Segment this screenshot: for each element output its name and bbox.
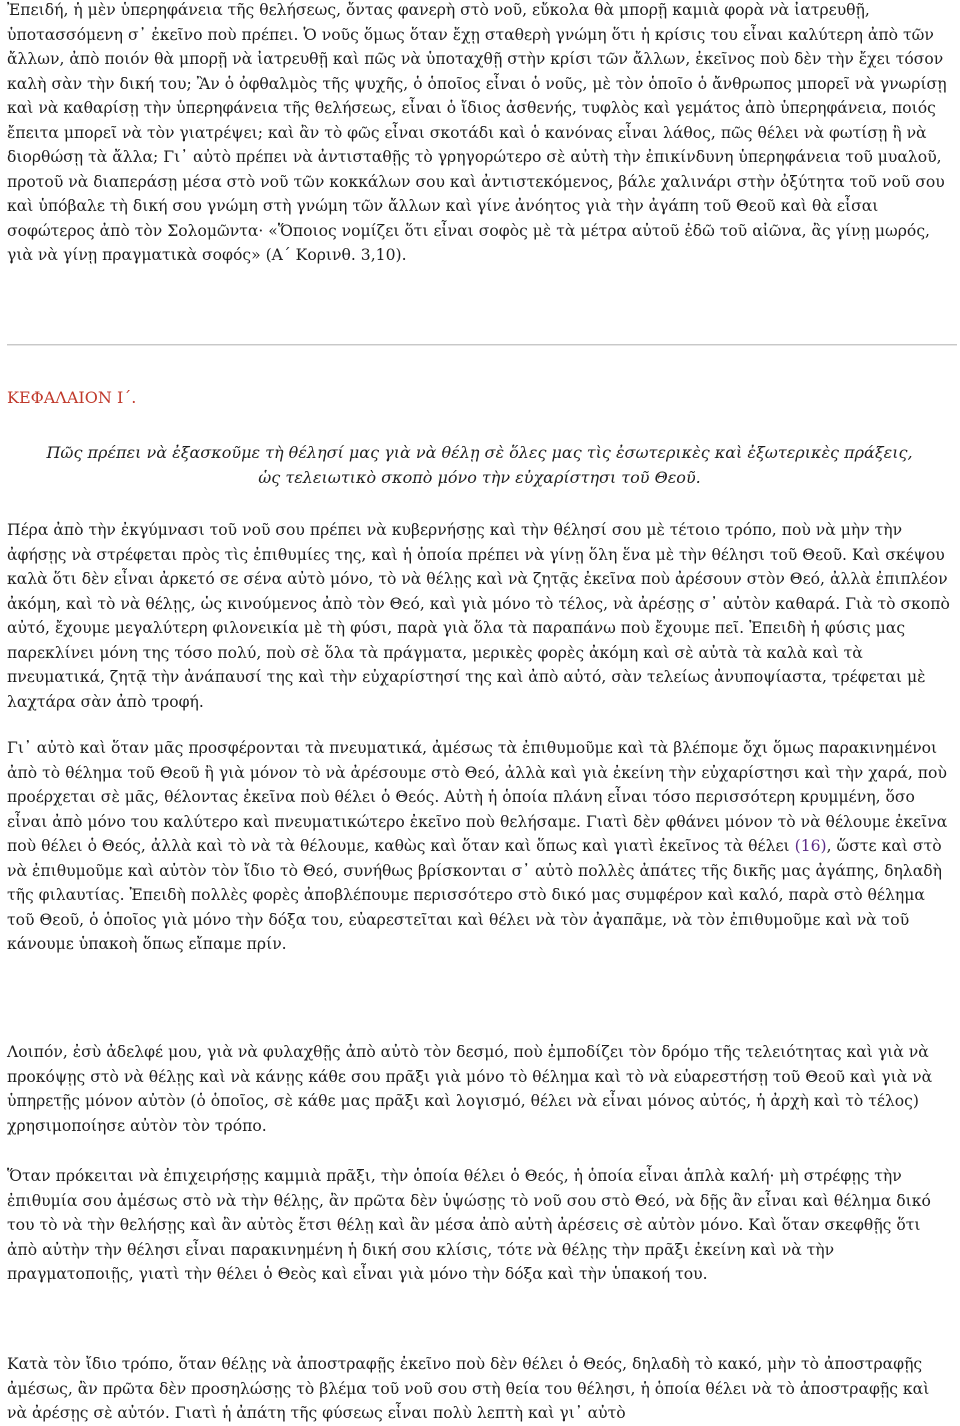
- footnote-link-16[interactable]: (16): [794, 837, 827, 855]
- chapter-subtitle-line-2: ὡς τελειωτικὸ σκοπὸ μόνο τὴν εὐχαρίστησι τοῦ Θεοῦ.: [258, 468, 701, 487]
- chapter-heading: ΚΕΦΑΛΑΙΟΝ Ι΄.: [7, 388, 137, 407]
- intro-paragraph: Ἐπειδή, ἡ μὲν ὑπερηφάνεια τῆς θελήσεως, ὄντας φανερὴ στὸ νοῦ, εὔκολα θὰ μπορῇ καμιὰ φορὰ νὰ ἰατρευθῇ, ὑποτασσόμενη σ᾽ ἐκεῖνο ποὺ πρέπει. Ὁ νοῦς ὅμως ὅταν ἔχῃ σταθερὴ γνώμη ὅτι ἡ κρίσις του εἶναι καλύτερη ἀπὸ τῶν ἄλλων, ἀπὸ ποιόν θὰ μπορῇ νὰ ἰατρευθῇ καὶ πῶς νὰ ὑποταχθῇ στὴν κρίσι τῶν ἄλλων, ἐκεῖνος ποὺ δὲν τὴν ἔχει τόσον καλὴ σὰν τὴν δική του; Ἂν ὁ ὀφθαλμὸς τῆς ψυχῆς, ὁ ὁποῖος εἶναι ὁ νοῦς, μὲ τὸν ὁποῖο ὁ ἄνθρωπος μπορεῖ νὰ γνωρίσῃ καὶ νὰ καθαρίσῃ τὴν ὑπερηφάνεια τῆς θελήσεως, εἶναι ὁ ἴδιος ἀσθενής, τυφλὸς καὶ γεμάτος ἀπὸ ὑπερηφάνεια, ποιός ἔπειτα μπορεῖ νὰ τὸν γιατρέψει; καὶ ἂν τὸ φῶς εἶναι σκοτάδι καὶ ὁ κανόνας εἶναι λάθος, πῶς θέλει νὰ φωτίσῃ ἢ νὰ διορθώσῃ τὰ ἄλλα; Γι᾽ αὐτὸ πρέπει νὰ ἀντισταθῇς τὸ γρηγορώτερο σὲ αὐτὴ τὴν ἐπικίνδυνη ὑπερηφάνεια τοῦ μυαλοῦ, προτοῦ νὰ διαπεράσῃ μέσα στὸ νοῦ τῶν κοκκάλων σου καὶ ἀντιστεκόμενος, βάλε χαλινάρι στὴν ὀξύτητα τοῦ νοῦ σου καὶ ὑπόβαλε τὴ δική σου γνώμη στὴ γνώμη τῶν ἄλλων καὶ γίνε ἀνόητος γιὰ τὴν ἀγάπη τοῦ Θεοῦ καὶ θὰ εἶσαι σοφώτερος ἀπὸ τὸν Σολομῶντα· «Ὅποιος νομίζει ὅτι εἶναι σοφὸς μὲ τὰ μέτρα αὐτοῦ ἐδῶ τοῦ αἰῶνα, ἂς γίνῃ μωρός, γιὰ νὰ γίνῃ πραγματικὰ σοφός» (Α΄ Κορινθ. 3,10).: [7, 1, 947, 264]
- chapter-subtitle: [7, 440, 952, 490]
- chapter-subtitle-line-1: Πῶς πρέπει νὰ ἐξασκοῦμε τὴ θέλησί μας γιὰ νὰ θέλῃ σὲ ὅλες μας τὶς ἐσωτερικὲς καὶ ἐξωτερικὲς πράξεις,: [46, 443, 913, 462]
- paragraph-4: Ὅταν πρόκειται νὰ ἐπιχειρήσῃς καμμιὰ πρᾶξι, τὴν ὁποία θέλει ὁ Θεός, ἡ ὁποία εἶναι ἁπλὰ καλή· μὴ στρέφῃς τὴν ἐπιθυμία σου ἀμέσως στὸ νὰ τὴν θέλῃς, ἂν πρῶτα δὲν ὑψώσῃς τὸ νοῦ σου στὸ Θεό, νὰ δῇς ἂν εἶναι καὶ θέλημα δικό του τὸ νὰ τὴν θελήσῃς καὶ ἂν αὐτὸς ἔτσι θέλῃ καὶ ἂν μέσα ἀπὸ αὐτὴ ἀρέσεις σὲ αὐτὸν μόνο. Καὶ ὅταν σκεφθῇς ὅτι ἀπὸ αὐτὴν τὴν θέλησι εἶναι παρακινημένη ἡ δική σου κλίσις, τότε νὰ θέλῃς τὴν πρᾶξι ἐκείνη καὶ νὰ τὴν πραγματοποιῇς, γιατὶ τὴν θέλει ὁ Θεὸς καὶ εἶναι γιὰ μόνο τὴν δόξα καὶ τὴν ὑπακοή του.: [7, 1167, 931, 1283]
- paragraph-3: Λοιπόν, ἐσὺ ἀδελφέ μου, γιὰ νὰ φυλαχθῇς ἀπὸ αὐτὸ τὸν δεσμό, ποὺ ἐμποδίζει τὸν δρόμο τῆς τελειότητας καὶ γιὰ νὰ προκόψῃς στὸ νὰ θέλῃς καὶ νὰ κάνῃς κάθε σου πρᾶξι γιὰ μόνο τὸ θέλημα καὶ τὸ νὰ εὐαρεστήσῃ τοῦ Θεοῦ καὶ γιὰ νὰ ὑπηρετῇς μόνον αὐτὸν (ὁ ὁποῖος, σὲ κάθε μας πρᾶξι καὶ λογισμό, θέλει νὰ εἶναι μόνος αὐτός, ἡ ἀρχὴ καὶ τὸ τέλος) χρησιμοποίησε αὐτὸν τὸν τρόπο.: [7, 1043, 933, 1135]
- paragraph-2-text-after-note: , ὥστε καὶ στὸ νὰ ἐπιθυμοῦμε καὶ αὐτὸν τὸν ἴδιο τὸ Θεό, συνήθως βρίσκονται σ᾽ αὐτὸ πολλὲς ἀπάτες τῆς δικῆς μας ἀγάπης, δηλαδὴ τῆς φιλαυτίας. Ἐπειδὴ πολλὲς φορὲς ἀποβλέπουμε περισσότερο στὸ δικό μας συμφέρον καὶ καλό, παρὰ στὸ θέλημα τοῦ Θεοῦ, ὁ ὁποῖος γιὰ μόνο τὴν δόξα του, εὐαρεστεῖται καὶ θέλει νὰ τὸν ἀγαπᾶμε, νὰ τὸν ἐπιθυμοῦμε καὶ νὰ τοῦ κάνουμε ὑπακοὴ ὅπως εἴπαμε πρίν.: [7, 837, 942, 953]
- horizontal-divider: [7, 344, 957, 346]
- paragraph-1: Πέρα ἀπὸ τὴν ἐκγύμνασι τοῦ νοῦ σου πρέπει νὰ κυβερνήσῃς καὶ τὴν θέλησί σου μὲ τέτοιο τρόπο, ποὺ νὰ μὴν τὴν ἀφήσῃς νὰ στρέφεται πρὸς τὶς ἐπιθυμίες της, καὶ ἡ ὁποία πρέπει νὰ γίνῃ ὅλη ἕνα μὲ τὴν θέλησι τοῦ Θεοῦ. Καὶ σκέψου καλὰ ὅτι δὲν εἶναι ἀρκετό σε σένα αὐτὸ μόνο, τὸ νὰ θέλῃς καὶ νὰ ζητᾷς ἐκεῖνα ποὺ ἀρέσουν στὸν Θεό, ἀλλὰ ἐπιπλέον ἀκόμη, καὶ τὸ νὰ θέλῃς, ὡς κινούμενος ἀπὸ τὸν Θεό, καὶ γιὰ μόνο τὸ τέλος, νὰ ἀρέσῃς σ᾽ αὐτὸν καθαρά. Γιὰ τὸ σκοπὸ αὐτό, ἔχουμε μεγαλύτερη φιλονεικία μὲ τὴ φύσι, παρὰ γιὰ ὅλα τὰ παραπάνω ποὺ ἔχουμε πεῖ. Ἐπειδὴ ἡ φύσις μας παρεκλίνει μόνη της τόσο πολύ, ποὺ σὲ ὅλα τὰ πράγματα, μερικὲς φορὲς ἀκόμη καὶ σὲ αὐτὰ τὰ καλὰ καὶ τὰ πνευματικά, ζητᾷ τὴν ἀνάπαυσί της καὶ τὴν εὐχαρίστησί της καὶ ἀπὸ αὐτό, σὰν τελείως ἀνυποψίαστα, τρέφεται μὲ λαχτάρα σὰν ἀπὸ τροφή.: [7, 521, 950, 711]
- paragraph-2: [7, 736, 952, 957]
- paragraph-5: Κατὰ τὸν ἴδιο τρόπο, ὅταν θέλῃς νὰ ἀποστραφῇς ἐκεῖνο ποὺ δὲν θέλει ὁ Θεός, δηλαδὴ τὸ κακό, μὴν τὸ ἀποστραφῇς ἀμέσως, ἂν πρῶτα δὲν προσηλώσῃς τὸ βλέμα τοῦ νοῦ σου στὴ θεία του θέλησι, ἡ ὁποία θέλει νὰ τὸ ἀποστραφῇς καὶ νὰ ἀρέσῃς σὲ αὐτόν. Γιατὶ ἡ ἀπάτη τῆς φύσεως εἶναι πολὺ λεπτὴ καὶ γι᾽ αὐτὸ: [7, 1355, 930, 1422]
- paragraph-2-text-before-note: Γι᾽ αὐτὸ καὶ ὅταν μᾶς προσφέρονται τὰ πνευματικά, ἀμέσως τὰ ἐπιθυμοῦμε καὶ τὰ βλέπομε ὄχι ὅμως παρακινημένοι ἀπὸ τὸ θέλημα τοῦ Θεοῦ ἢ γιὰ μόνον τὸ νὰ ἀρέσουμε στὸ Θεό, ἀλλὰ καὶ γιὰ ἐκείνη τὴν εὐχαρίστησι καὶ τὴν χαρά, ποὺ προέρχεται σὲ μᾶς, θέλοντας ἐκεῖνα ποὺ θέλει ὁ Θεός. Αὐτὴ ἡ ὁποία πλάνη εἶναι τόσο περισσότερη κρυμμένη, ὅσο εἶναι ἀπὸ μόνο του καλύτερο καὶ πνευματικώτερο ἐκεῖνο ποὺ θελήσαμε. Γιατὶ δὲν φθάνει μόνον τὸ νὰ θέλουμε ἐκεῖνα ποὺ θέλει ὁ Θεός, ἀλλὰ καὶ τὸ νὰ τὰ θέλουμε, καθὼς καὶ ὅταν καὶ ὅπως καὶ γιατὶ ἐκεῖνος τὰ θέλει: [7, 739, 948, 855]
